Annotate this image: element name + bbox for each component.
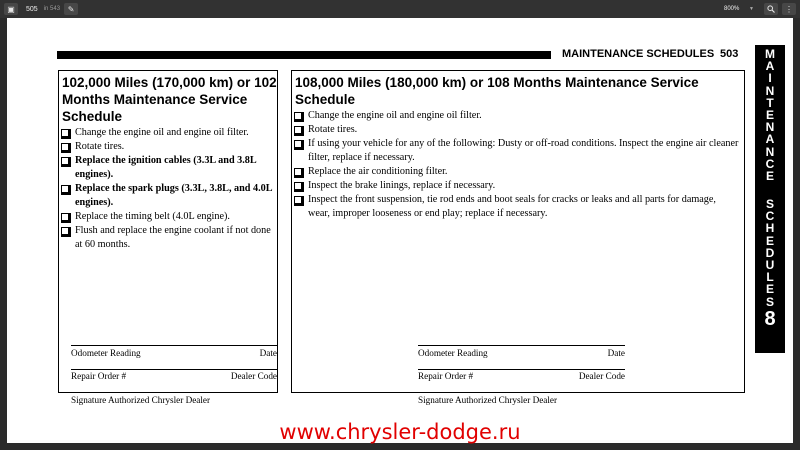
checkbox-icon [294,140,302,148]
side-tab-letter: A [765,132,775,147]
checklist-item-text: Replace the spark plugs (3.3L, 3.8L, and 4.0L engines). [75,183,272,208]
checklist-item [294,165,740,179]
side-tab-letter: M [765,47,775,61]
odometer-date-row [71,348,277,358]
checklist-item [294,193,740,221]
signature-line [418,369,625,370]
signature-label: Signature Authorized Chrysler Dealer [418,395,558,405]
zoom-select[interactable] [724,4,754,15]
repair-order-label: Repair Order # [71,371,127,381]
side-tab-letter: C [765,209,775,224]
repair-dealer-row [418,371,625,381]
pen-icon[interactable]: ✎ [64,3,78,15]
schedule-box-108000 [291,70,745,405]
header-rule [57,51,551,59]
checklist-item [61,224,273,252]
checklist-item [61,126,273,140]
side-tab-letter: E [765,168,774,183]
checkbox-icon [294,196,302,204]
checklist-item-text: Change the engine oil and engine oil filter. [75,127,249,138]
side-tab-letter: I [768,71,772,86]
checkbox-icon [61,227,69,235]
dealer-code-label: Dealer Code [230,371,277,381]
schedule-title: 102,000 Miles (170,000 km) or 102 Months Maintenance Service Schedule [62,75,277,124]
more-icon[interactable]: ⋮ [782,3,796,15]
side-tab-letter: H [765,221,775,236]
signature-line [71,369,277,370]
date-label: Date [607,348,625,358]
checkbox-icon [294,182,302,190]
checklist-item [61,182,273,210]
signature-line [71,392,277,393]
checklist-item-text: Replace the air conditioning filter. [308,166,448,177]
checklist-item-text: Inspect the brake linings, replace if necessary. [308,180,496,191]
checklist-item-text: Change the engine oil and engine oil filter. [308,110,482,121]
checkbox-icon [61,157,69,165]
side-tab-letter: N [765,120,775,135]
side-tab-letter: N [765,83,775,98]
repair-order-label: Repair Order # [418,371,474,381]
page-count-label: in 543 [43,6,61,12]
checklist-item [294,109,740,123]
signature-label: Signature Authorized Chrysler Dealer [71,395,211,405]
chevron-down-icon: ▼ [749,6,754,12]
side-tab-letter: C [765,156,775,171]
checkbox-icon [294,126,302,134]
side-tab-letter: E [765,282,774,297]
checklist-item [294,179,740,193]
checklist-item [61,154,273,182]
checkbox-icon [61,185,69,193]
signature-line [418,392,625,393]
schedule-box-102000 [58,70,278,405]
odometer-label: Odometer Reading [71,348,141,358]
section-title: MAINTENANCE SCHEDULES [562,48,715,60]
side-tab-number: 8 [764,307,776,330]
side-tab-letter: E [765,107,774,122]
side-tab-letter: S [765,294,774,309]
checklist-item-text: Rotate tires. [75,141,125,152]
checklist-item-text: Replace the ignition cables (3.3L and 3.8L engines). [75,155,257,180]
checklist-item-text: Flush and replace the engine coolant if not done at 60 months. [75,225,271,250]
viewer-toolbar [0,0,800,18]
checklist-item [61,210,273,224]
sidebar-toggle-icon[interactable]: ▣ [4,3,18,15]
repair-dealer-row [71,371,277,381]
checklist-item [294,123,740,137]
side-tab-letter: T [766,95,774,110]
search-icon[interactable] [764,3,778,15]
odometer-label: Odometer Reading [418,348,488,358]
schedule-items [292,108,744,221]
side-tab-letter: A [765,59,775,74]
odometer-date-row [418,348,625,358]
checklist-item-text: Replace the timing belt (4.0L engine). [75,211,230,222]
side-tab-letter: S [765,197,774,212]
side-tab-letter: L [766,270,774,285]
date-label: Date [259,348,277,358]
page-number: 503 [720,48,739,60]
side-tab-letter: D [765,245,775,260]
signature-line [418,345,625,346]
document-page [7,18,793,443]
side-tab-letter: N [765,144,775,159]
checkbox-icon [61,213,69,221]
page-number-input[interactable]: 505 [26,5,38,13]
checkbox-icon [294,168,302,176]
dealer-code-label: Dealer Code [578,371,625,381]
zoom-value: 800% [724,6,740,12]
checklist-item [61,140,273,154]
checkbox-icon [294,112,302,120]
checklist-item [294,137,740,165]
chapter-side-tab [755,45,785,353]
checkbox-icon [61,143,69,151]
side-tab-letter: U [765,258,775,272]
schedule-title: 108,000 Miles (180,000 km) or 108 Months Maintenance Service Schedule [295,75,699,107]
schedule-items [59,125,277,252]
signature-line [71,345,277,346]
checklist-item-text: If using your vehicle for any of the following: Dusty or off-road conditions. Inspect the engine air cleaner filter, replace if necessary. [308,138,739,163]
watermark-url[interactable]: www.chrysler-dodge.ru [279,420,521,444]
checklist-item-text: Inspect the front suspension, tie rod ends and boot seals for cracks or leaks and all parts for damage, wear, improper looseness or end play; replace if necessary. [308,194,716,219]
checklist-item-text: Rotate tires. [308,124,358,135]
side-tab-letter: E [765,233,774,248]
checkbox-icon [61,129,69,137]
